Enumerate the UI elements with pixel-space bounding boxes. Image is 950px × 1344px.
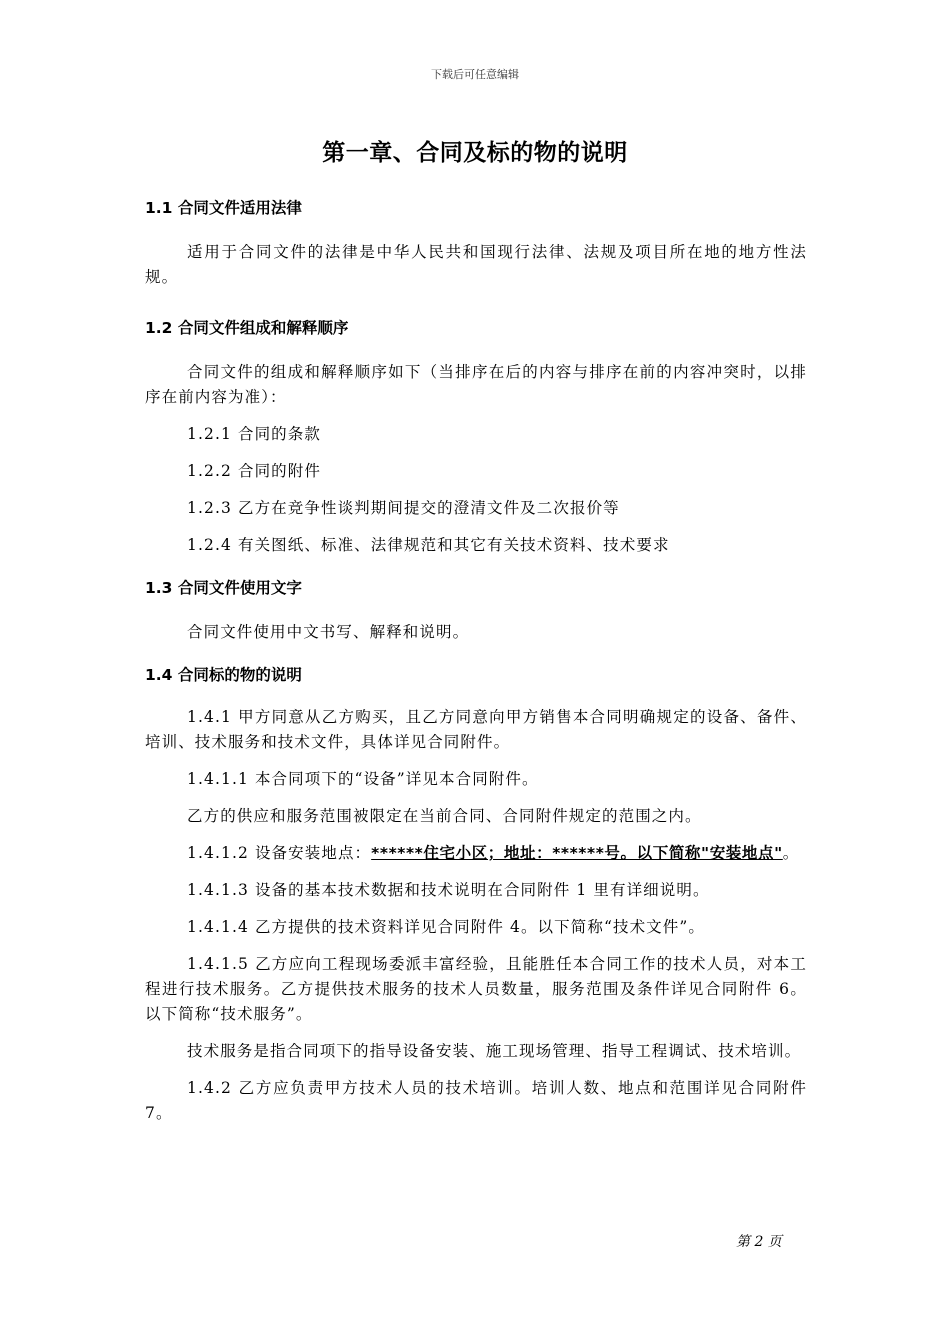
install-location-address: ******住宅小区；地址：******号。以下简称"安装地点" (371, 844, 783, 862)
paragraph-1-3: 合同文件使用中文书写、解释和说明。 (187, 623, 470, 641)
paragraph-1-4-1-1: 1.4.1.1 本合同项下的“设备”详见本合同附件。 (187, 770, 539, 788)
paragraph-technical-service: 技术服务是指合同项下的指导设备安装、施工现场管理、指导工程调试、技术培训。 (187, 1042, 802, 1060)
section-heading-1-3: 1.3 合同文件使用文字 (145, 579, 302, 597)
section-heading-1-1: 1.1 合同文件适用法律 (145, 199, 302, 217)
paragraph-supply-scope: 乙方的供应和服务范围被限定在当前合同、合同附件规定的范围之内。 (187, 807, 702, 825)
paragraph-1-4-1-2 (145, 841, 807, 866)
section-heading-1-4: 1.4 合同标的物的说明 (145, 666, 302, 684)
paragraph-1-4-1-5: 1.4.1.5 乙方应向工程现场委派丰富经验，且能胜任本合同工作的技术人员，对本工程进行技术服务。乙方提供技术服务的技术人员数量，服务范围及条件详见合同附件 6。以下简称“技术服务”。 (145, 955, 807, 1023)
paragraph-1-4-2: 1.4.2 乙方应负责甲方技术人员的技术培训。培训人数、地点和范围详见合同附件 7。 (145, 1079, 807, 1122)
install-location-suffix: 。 (782, 844, 800, 862)
document-body (145, 196, 807, 1126)
page-number: 第 2 页 (736, 1234, 782, 1250)
section-heading-1-2: 1.2 合同文件组成和解释顺序 (145, 319, 349, 337)
paragraph-1-4-1-3: 1.4.1.3 设备的基本技术数据和技术说明在合同附件 1 里有详细说明。 (187, 881, 710, 899)
list-item-1-2-4: 1.2.4 有关图纸、标准、法律规范和其它有关技术资料、技术要求 (187, 536, 670, 554)
list-item-1-2-3: 1.2.3 乙方在竞争性谈判期间提交的澄清文件及二次报价等 (187, 499, 620, 517)
paragraph-1-4-1-4: 1.4.1.4 乙方提供的技术资料详见合同附件 4。以下简称“技术文件”。 (187, 918, 705, 936)
paragraph-1-2: 合同文件的组成和解释顺序如下（当排序在后的内容与排序在前的内容冲突时，以排序在前内容为准）： (145, 363, 807, 406)
page-header-note: 下载后可任意编辑 (431, 68, 519, 81)
chapter-title: 第一章、合同及标的物的说明 (322, 140, 628, 166)
paragraph-1-1: 适用于合同文件的法律是中华人民共和国现行法律、法规及项目所在地的地方性法规。 (145, 243, 807, 286)
list-item-1-2-2: 1.2.2 合同的附件 (187, 462, 321, 480)
paragraph-1-4-1: 1.4.1 甲方同意从乙方购买，且乙方同意向甲方销售本合同明确规定的设备、备件、培训、技术服务和技术文件，具体详见合同附件。 (145, 708, 807, 751)
list-item-1-2-1: 1.2.1 合同的条款 (187, 425, 321, 443)
install-location-prefix: 1.4.1.2 设备安装地点： (187, 844, 372, 862)
